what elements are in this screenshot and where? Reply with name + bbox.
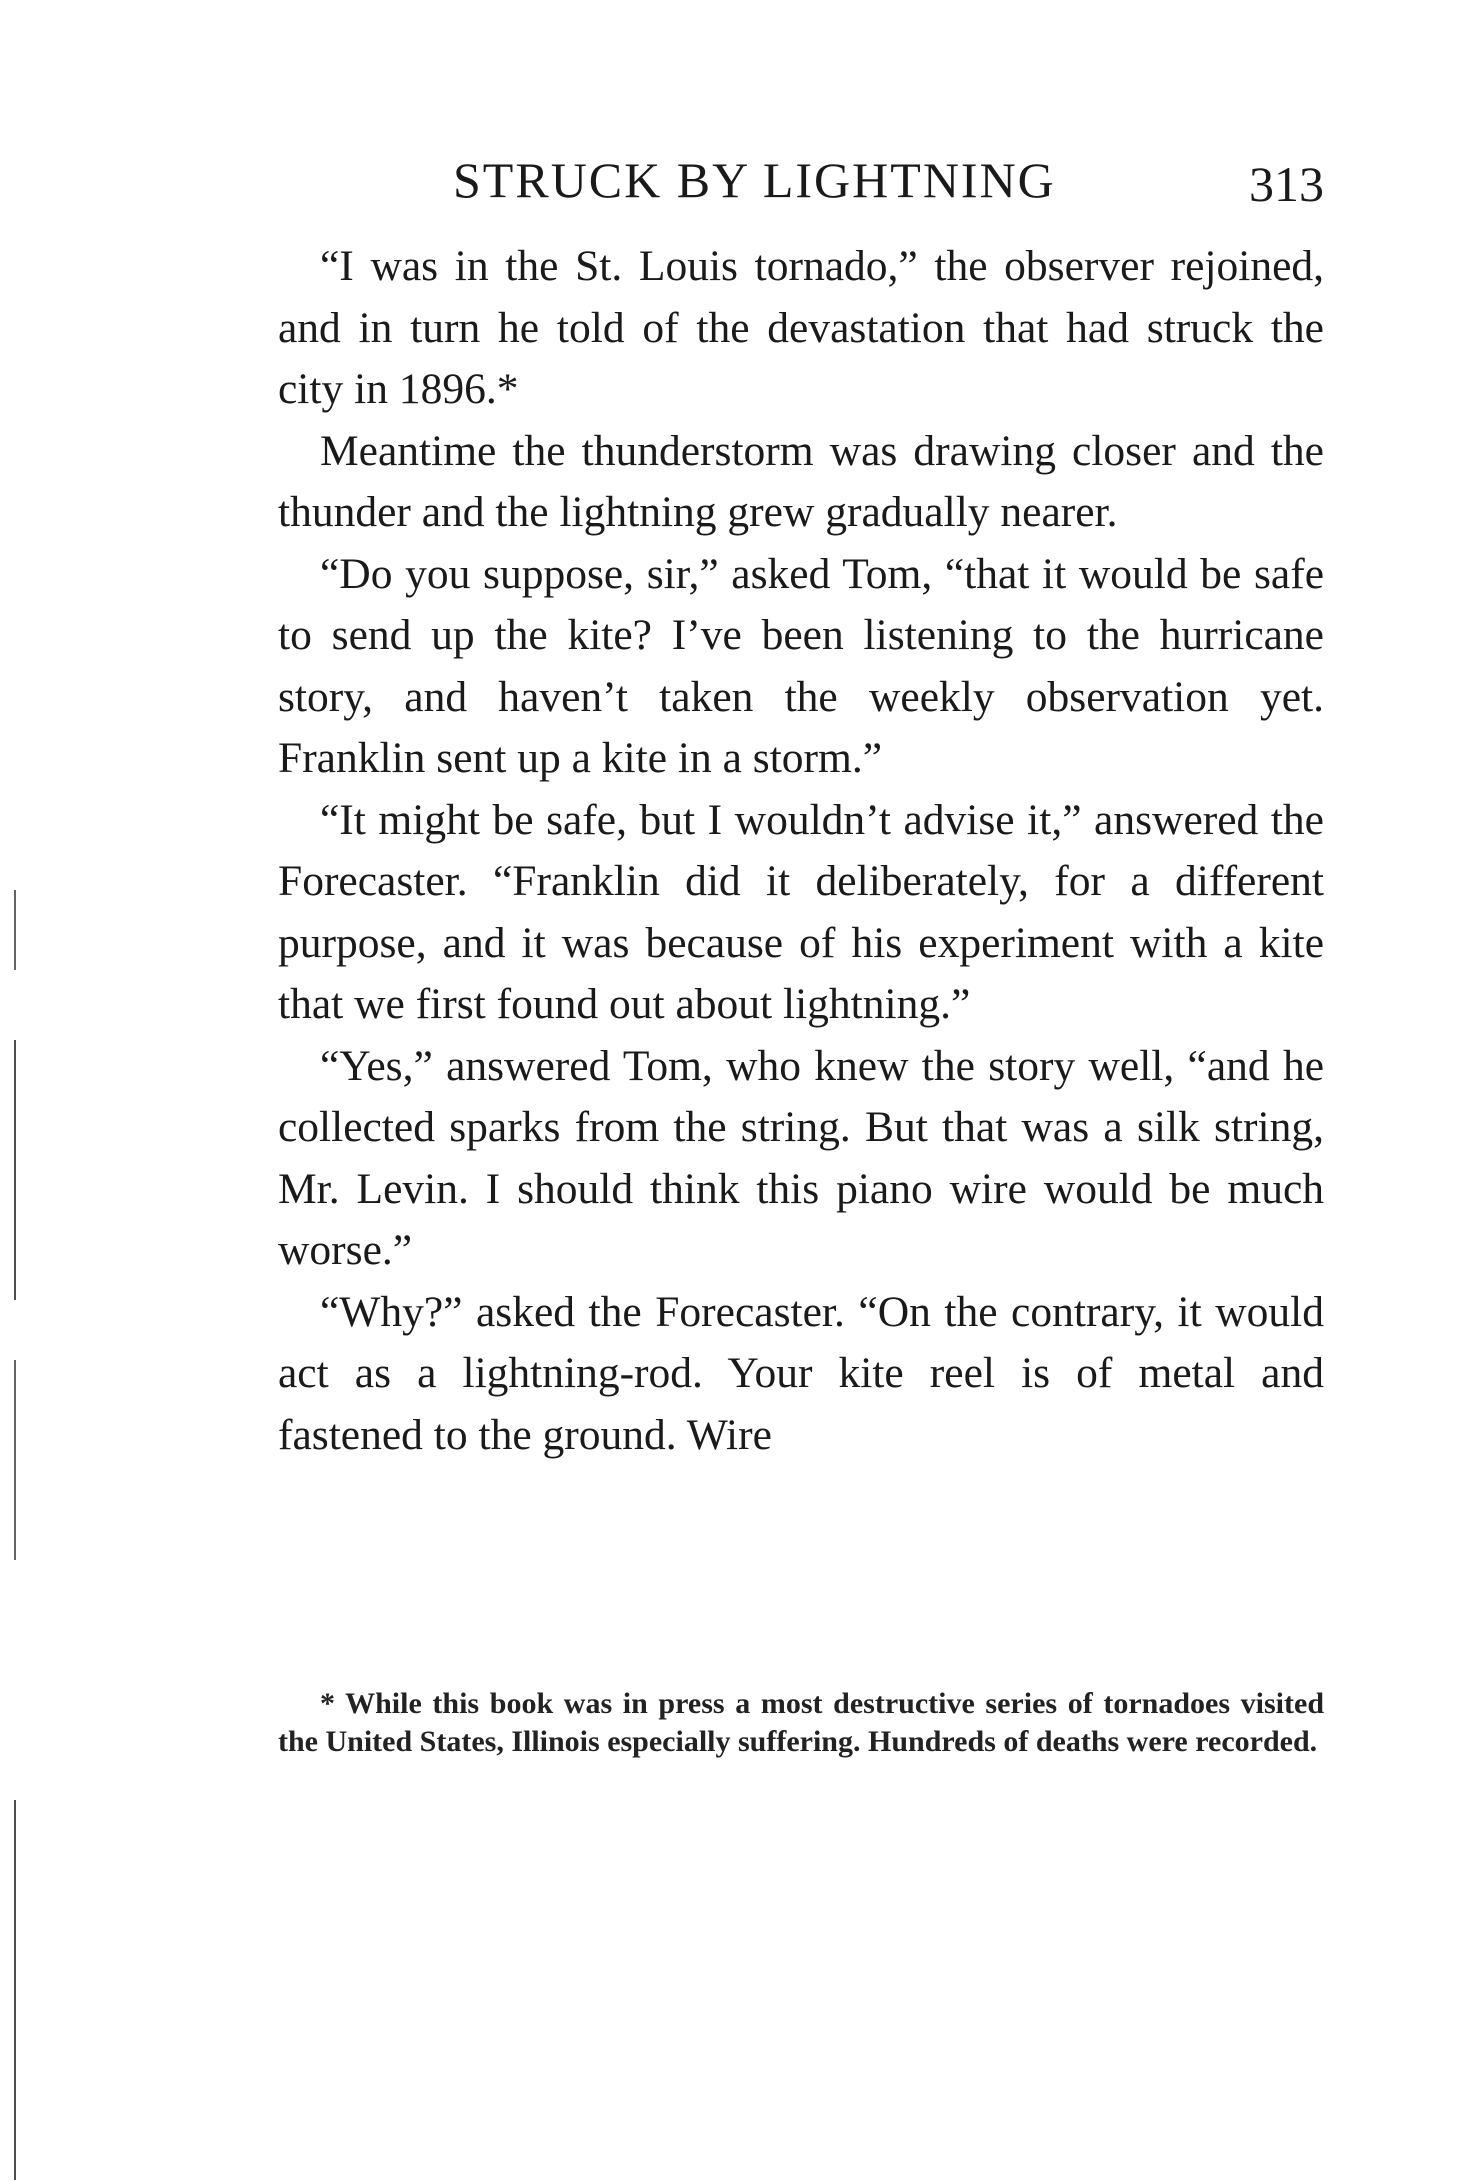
running-head (278, 150, 1324, 210)
footnote: * While this book was in press a most destructive series of tornadoes visited the United States, Illinois especially suffering. Hundreds of deaths were recorded. (278, 1687, 1324, 1758)
paragraph: “Why?” asked the Forecaster. “On the contrary, it would act as a lightning-rod. Your kite reel is of metal and fastened to the ground. Wire (278, 1287, 1324, 1459)
paragraph: “Do you suppose, sir,” asked Tom, “that it would be safe to send up the kite? I’ve been listening to the hurricane story, and haven’t taken the weekly observation yet. Franklin sent up a kite in a storm.” (278, 549, 1324, 782)
scan-edge-mark (14, 1800, 16, 2180)
paragraph: “I was in the St. Louis tornado,” the observer rejoined, and in turn he told of the devastation that had struck the city in 1896.* (278, 242, 1324, 413)
body-text (278, 236, 1324, 1466)
paragraph: “It might be safe, but I wouldn’t advise it,” answered the Forecaster. “Franklin did it deliberately, for a different purpose, and it was because of his experiment with a kite that we first found out about lightning.” (278, 795, 1324, 1028)
paragraph: “Yes,” answered Tom, who knew the story well, “and he collected sparks from the string. But that was a silk string, Mr. Levin. I should think this piano wire would be much worse.” (278, 1041, 1324, 1274)
running-title: STRUCK BY LIGHTNING (453, 152, 1056, 208)
scan-edge-mark (14, 890, 16, 970)
scan-edge-mark (14, 1040, 16, 1300)
page-number: 313 (1249, 156, 1324, 212)
paragraph: Meantime the thunderstorm was drawing closer and the thunder and the lightning grew gradually nearer. (278, 426, 1324, 536)
scan-edge-mark (14, 1360, 16, 1560)
